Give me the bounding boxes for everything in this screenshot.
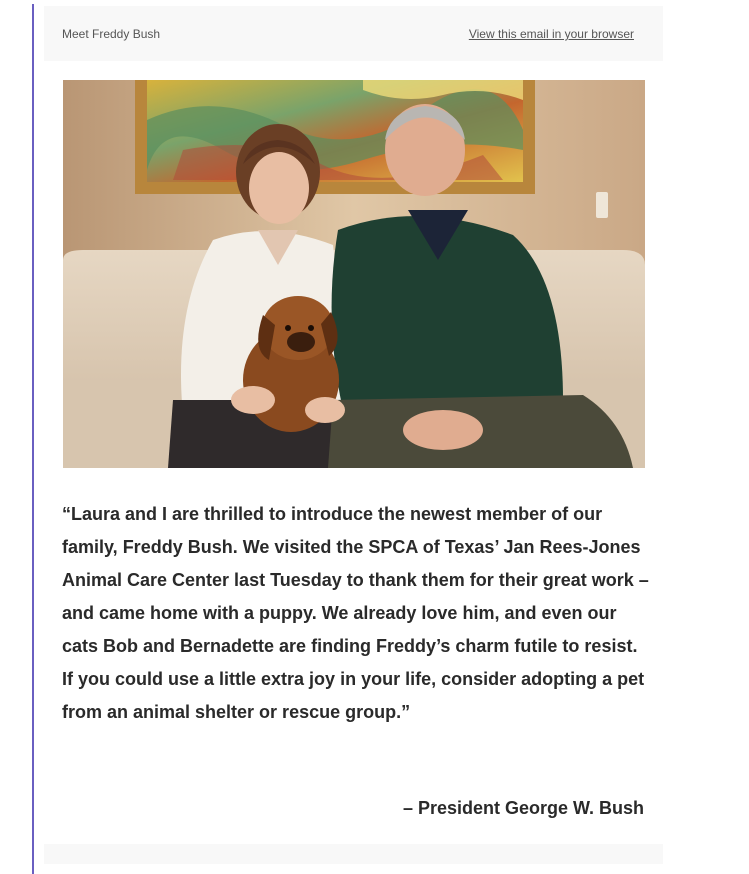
preheader-title: Meet Freddy Bush bbox=[62, 27, 161, 41]
email-body bbox=[44, 6, 663, 874]
quote-signature: – President George W. Bush bbox=[402, 798, 644, 818]
view-in-browser-link[interactable]: View this email in your browser bbox=[468, 27, 634, 41]
preheader bbox=[44, 6, 663, 61]
blockquote-bar bbox=[32, 4, 34, 874]
hero-photo bbox=[63, 80, 645, 468]
footer-strip bbox=[44, 844, 663, 864]
photo-illustration bbox=[63, 80, 645, 468]
quote-text: “Laura and I are thrilled to introduce the newest member of our family, Freddy Bush. We visited the SPCA of Texas’ Jan Rees-Jones Animal Care Center last Tuesday to thank them for their great work – and came home with a puppy. We already love him, and even our cats Bob and Bernadette are finding Freddy’s charm futile to resist. If you could use a little extra joy in your life, consider adopting a pet from an animal shelter or rescue group.” bbox=[62, 504, 649, 722]
